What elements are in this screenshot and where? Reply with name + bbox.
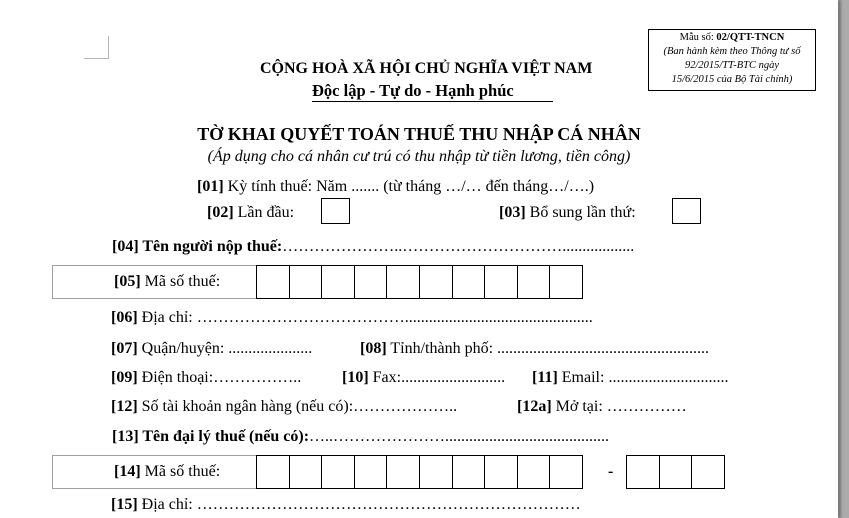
field-14-agent-tax-code-cells[interactable] <box>257 455 583 489</box>
field-12-bank-account: [12] Số tài khoản ngân hàng (nếu có):……………….. <box>111 398 458 415</box>
tax-code-digit-cell[interactable] <box>549 265 583 299</box>
tax-code-digit-cell[interactable] <box>289 265 323 299</box>
form-issue-line-1: (Ban hành kèm theo Thông tư số <box>663 46 801 57</box>
field-10-fax: [10] Fax:.......................... <box>342 369 506 386</box>
branch-code-digit-cell[interactable] <box>626 455 660 489</box>
field-04-taxpayer-name: [04] Tên người nộp thuế:…………………..………………………….................. <box>112 238 635 255</box>
field-09-phone: [09] Điện thoại:…………….. <box>111 369 302 386</box>
tax-code-digit-cell[interactable] <box>452 265 486 299</box>
branch-code-digit-cell[interactable] <box>691 455 725 489</box>
tax-code-digit-cell[interactable] <box>484 265 518 299</box>
field-06-address: [06] Địa chỉ: …………………………………............................................... <box>111 309 593 326</box>
field-03-supplement: [03] Bổ sung lần thứ: <box>499 204 636 221</box>
field-05-tax-code-cells[interactable] <box>257 265 583 299</box>
field-01-tax-period: [01] Kỳ tính thuế: Năm ....... (từ tháng …/… đến tháng…/….) <box>197 178 595 195</box>
tax-code-digit-cell[interactable] <box>419 265 453 299</box>
field-02-first-time: [02] Lần đầu: <box>207 204 295 221</box>
field-15-agent-address: [15] Địa chỉ: ……………………………………………………………… <box>111 496 581 513</box>
field-11-email: [11] Email: .............................. <box>532 369 729 386</box>
form-subtitle: (Áp dụng cho cá nhân cư trú có thu nhập từ tiền lương, tiền công) <box>207 148 631 165</box>
agent-tax-code-digit-cell[interactable] <box>517 455 551 489</box>
tax-code-digit-cell[interactable] <box>354 265 388 299</box>
form-issue-line-3: 15/6/2015 của Bộ Tài chính) <box>671 74 793 85</box>
agent-tax-code-digit-cell[interactable] <box>321 455 355 489</box>
field-14-agent-tax-code-label: [14] Mã số thuế: <box>114 463 221 480</box>
tax-code-digit-cell[interactable] <box>386 265 420 299</box>
tax-code-digit-cell[interactable] <box>517 265 551 299</box>
form-title: TỜ KHAI QUYẾT TOÁN THUẾ THU NHẬP CÁ NHÂN <box>197 124 641 144</box>
form-code-line: Mẫu số: 02/QTT-TNCN <box>679 32 785 43</box>
field-07-district: [07] Quận/huyện: ..................... <box>111 340 313 357</box>
form-issue-line-2: 92/2015/TT-BTC ngày <box>684 60 780 71</box>
agent-tax-code-dash: - <box>608 463 614 480</box>
motto-underline <box>312 101 553 102</box>
field-05-tax-code-label: [05] Mã số thuế: <box>114 273 221 290</box>
page-corner-mark <box>84 36 109 59</box>
agent-tax-code-digit-cell[interactable] <box>386 455 420 489</box>
first-time-checkbox[interactable] <box>321 198 350 224</box>
field-12a-bank-name: [12a] Mở tại: …………… <box>517 398 687 415</box>
field-13-tax-agent-name: [13] Tên đại lý thuế (nếu có):…..…………………......................................... <box>112 428 610 445</box>
tax-code-digit-cell[interactable] <box>256 265 290 299</box>
supplement-number-box[interactable] <box>672 198 701 224</box>
agent-tax-code-digit-cell[interactable] <box>419 455 453 489</box>
agent-tax-code-digit-cell[interactable] <box>549 455 583 489</box>
form-number-box <box>648 29 816 91</box>
branch-code-digit-cell[interactable] <box>659 455 693 489</box>
agent-tax-code-digit-cell[interactable] <box>354 455 388 489</box>
country-name: CỘNG HOÀ XÃ HỘI CHỦ NGHĨA VIỆT NAM <box>260 60 593 77</box>
field-08-province: [08] Tỉnh/thành phố: ..................................................... <box>360 340 710 357</box>
agent-tax-code-digit-cell[interactable] <box>289 455 323 489</box>
agent-tax-code-digit-cell[interactable] <box>256 455 290 489</box>
tax-code-digit-cell[interactable] <box>321 265 355 299</box>
agent-tax-code-digit-cell[interactable] <box>484 455 518 489</box>
agent-tax-code-digit-cell[interactable] <box>452 455 486 489</box>
national-motto: Độc lập - Tự do - Hạnh phúc <box>312 81 514 100</box>
field-14-branch-code-cells[interactable] <box>627 455 725 489</box>
